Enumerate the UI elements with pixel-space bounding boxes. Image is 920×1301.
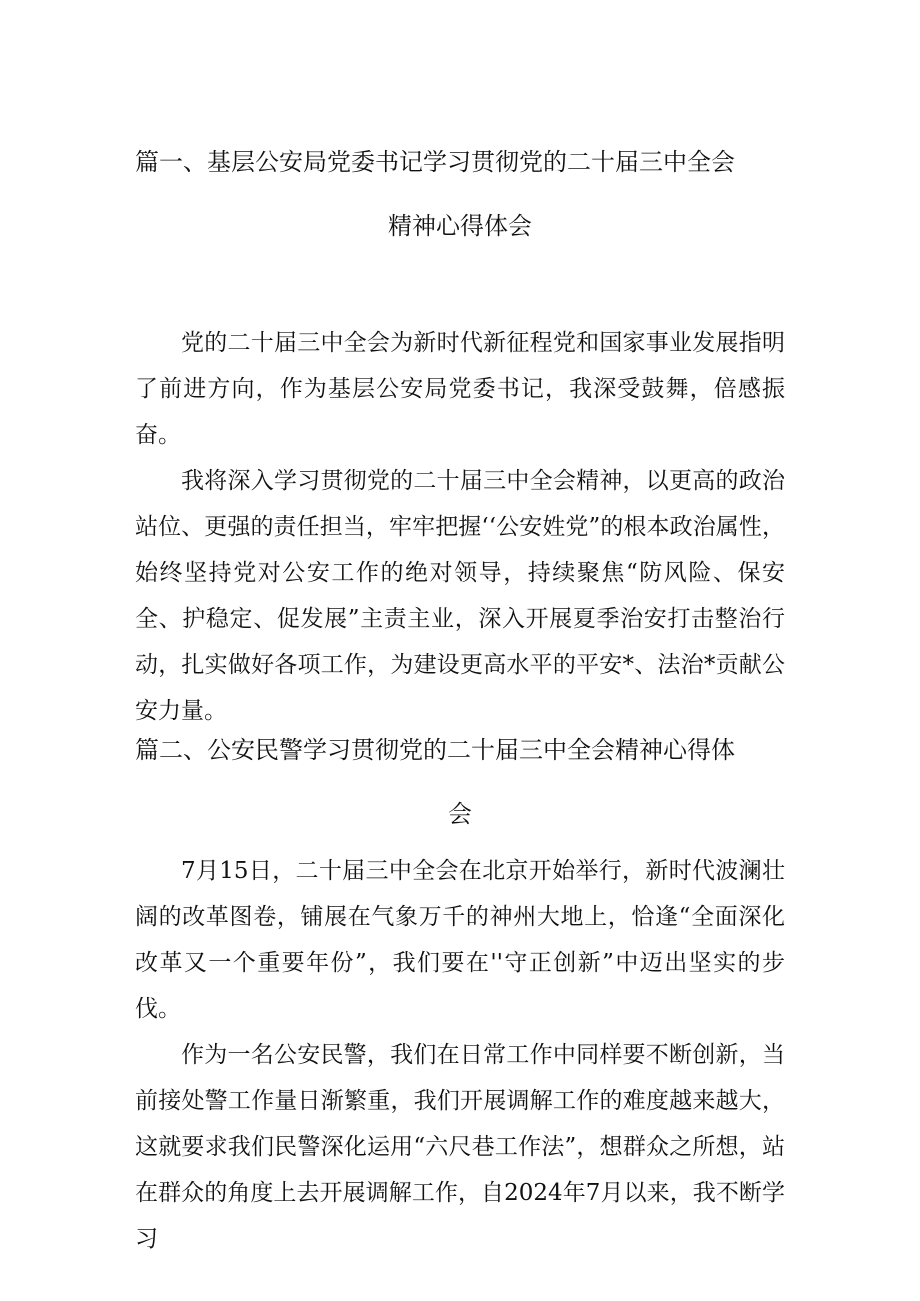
section-2-title bbox=[135, 718, 785, 846]
section-1-body bbox=[135, 320, 785, 734]
section-1-title-line-2: 精神心得体会 bbox=[388, 212, 532, 240]
section-1-paragraph-1: 党的二十届三中全会为新时代新征程党和国家事业发展指明了前进方向，作为基层公安局党委书记，我深受鼓舞，倍感振奋。 bbox=[135, 330, 785, 448]
section-2-paragraph-1: 7月15日，二十届三中全会在北京开始举行，新时代波澜壮阔的改革图卷，铺展在气象万千的神州大地上，恰逢“全面深化改革又一个重要年份”，我们要在''守正创新”中迈出坚实的步伐。 bbox=[135, 858, 785, 1022]
section-1-title bbox=[135, 130, 785, 258]
section-2-paragraph-2: 作为一名公安民警，我们在日常工作中同样要不断创新，当前接处警工作量日渐繁重，我们开展调解工作的难度越来越大，这就要求我们民警深化运用“六尺巷工作法”，想群众之所想，站在群众的角度上去开展调解工作，自2024年7月以来，我不断学习 bbox=[135, 1042, 785, 1252]
section-1-title-line-1: 篇一、基层公安局党委书记学习贯彻党的二十届三中全会 bbox=[135, 148, 735, 176]
section-2-title-line-1: 篇二、公安民警学习贯彻党的二十届三中全会精神心得体 bbox=[135, 736, 735, 764]
section-2-body bbox=[135, 848, 785, 1262]
section-1-paragraph-2: 我将深入学习贯彻党的二十届三中全会精神，以更高的政治站位、更强的责任担当，牢牢把握‘‘公安姓党”的根本政治属性，始终坚持党对公安工作的绝对领导，持续聚焦“防风险、保安全、护稳定、促发展”主责主业，深入开展夏季治安打击整治行动，扎实做好各项工作，为建设更高水平的平安*、法治*贡献公安力量。 bbox=[135, 468, 785, 724]
section-2-title-line-2: 会 bbox=[448, 800, 472, 828]
